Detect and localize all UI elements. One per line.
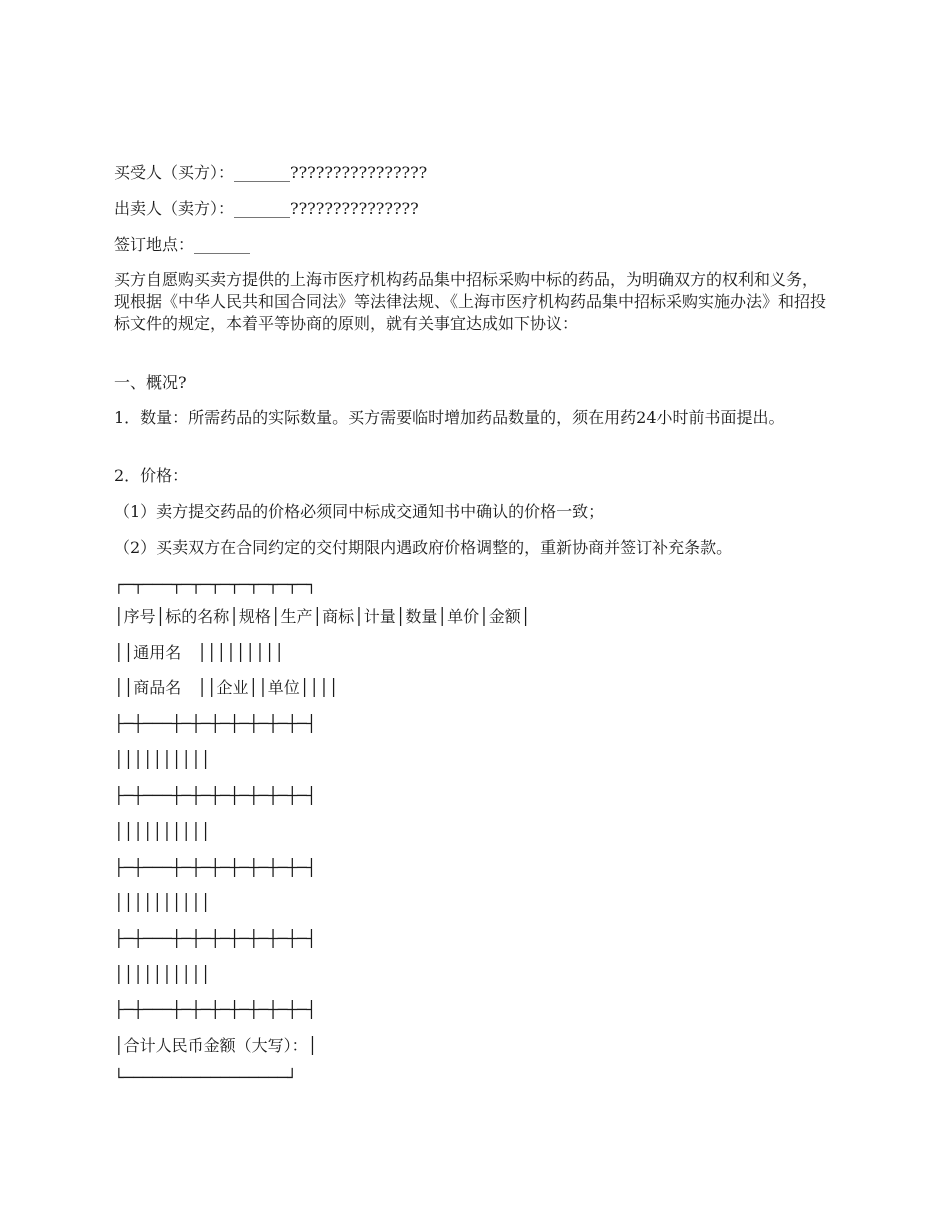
table-row: ││││││││││: [114, 822, 211, 841]
table-separator: ├─┼───┼─┼─┼─┼─┼─┼─┼─┤: [114, 1000, 317, 1019]
table-separator: ├─┼───┼─┼─┼─┼─┼─┼─┼─┤: [114, 929, 317, 948]
table-top-border: ┌─┬───┬─┬─┬─┬─┬─┬─┬─┐: [114, 575, 317, 594]
table-row: ││商品名 ││企业││单位││││: [114, 678, 339, 697]
table-separator: ├─┼───┼─┼─┼─┼─┼─┼─┼─┤: [114, 714, 317, 733]
quantity-clause: 1．数量：所需药品的实际数量。买方需要临时增加药品数量的，须在用药24小时前书面提出。: [114, 408, 785, 427]
table-row: ││通用名 │││││││││: [114, 643, 284, 662]
intro-paragraph: 买方自愿购买卖方提供的上海市医疗机构药品集中招标采购中标的药品，为明确双方的权利和义务，现根据《中华人民共和国合同法》等法律法规、《上海市医疗机构药品集中招标采购实施办法》和招投标文件的规定，本着平等协商的原则，就有关事宜达成如下协议：: [114, 270, 827, 333]
buyer-line: 买受人（买方）：_______????????????????: [114, 163, 428, 182]
table-row: ││││││││││: [114, 965, 211, 984]
table-bottom-border: └─────────────────┘: [114, 1068, 298, 1087]
table-total-row: │合计人民币金额（大写）：│: [114, 1036, 318, 1055]
table-separator: ├─┼───┼─┼─┼─┼─┼─┼─┼─┤: [114, 786, 317, 805]
table-header-row: │序号│标的名称│规格│生产│商标│计量│数量│单价│金额│: [114, 607, 531, 626]
signing-place-line: 签订地点：_______: [114, 235, 251, 254]
price-clause-title: 2．价格：: [114, 466, 189, 485]
price-subclause-2: （2）买卖双方在合同约定的交付期限内遇政府价格调整的，重新协商并签订补充条款。: [114, 538, 733, 557]
table-row: ││││││││││: [114, 750, 211, 769]
section-1-title: 一、概况?: [114, 373, 187, 392]
seller-line: 出卖人（卖方）：_______???????????????: [114, 199, 419, 218]
price-subclause-1: （1）卖方提交药品的价格必须同中标成交通知书中确认的价格一致；: [114, 502, 605, 521]
table-separator: ├─┼───┼─┼─┼─┼─┼─┼─┼─┤: [114, 858, 317, 877]
table-row: ││││││││││: [114, 893, 211, 912]
